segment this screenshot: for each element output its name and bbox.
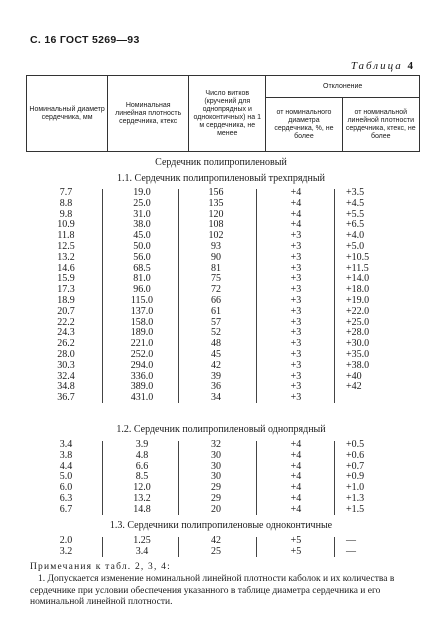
cell-density: 3.9	[135, 439, 149, 450]
cell-diameter: 24.3	[57, 327, 75, 339]
cell-dev-density: +11.5	[346, 262, 369, 274]
cell-dev-diameter: +4	[290, 460, 302, 472]
cell-diameter: 7.7	[59, 187, 73, 198]
cell-density: 158.0	[130, 316, 154, 328]
cell-density: 336.0	[130, 370, 154, 382]
notes	[30, 562, 425, 609]
cell-turns: 29	[211, 482, 221, 494]
cell-dev-density: +22.0	[346, 305, 370, 317]
cell-dev-diameter: +4	[290, 187, 302, 198]
cell-turns: 42	[211, 535, 221, 546]
cell-dev-density: +42	[346, 381, 362, 393]
cell-density: 1.25	[133, 535, 151, 546]
cell-diameter: 11.8	[57, 230, 75, 242]
cell-diameter: 2.0	[59, 535, 73, 546]
table-row	[26, 382, 420, 393]
cell-turns: 30	[211, 460, 221, 472]
cell-turns: 29	[211, 492, 221, 504]
cell-diameter: 10.9	[57, 219, 75, 231]
cell-dev-density: +6.5	[346, 219, 365, 231]
table-row	[26, 199, 420, 210]
cell-dev-diameter: +3	[290, 273, 302, 285]
column-divider	[256, 189, 257, 403]
column-divider	[178, 537, 179, 557]
cell-dev-diameter: +3	[290, 305, 302, 317]
cell-dev-diameter: +5	[290, 535, 302, 546]
cell-dev-diameter: +3	[290, 370, 302, 382]
cell-turns: 34	[211, 392, 221, 404]
cell-dev-diameter: +3	[290, 262, 302, 274]
cell-turns: 25	[211, 545, 221, 557]
column-divider	[178, 441, 179, 515]
cell-density: 68.5	[133, 262, 151, 274]
cell-turns: 66	[211, 294, 221, 306]
cell-density: 13.2	[133, 492, 151, 504]
cell-turns: 102	[208, 230, 224, 242]
cell-dev-density: +28.0	[346, 327, 370, 339]
cell-turns: 36	[211, 381, 221, 393]
cell-dev-diameter: +4	[290, 492, 302, 504]
cell-density: 31.0	[133, 208, 151, 220]
cell-dev-density: +0.7	[346, 460, 365, 472]
cell-density: 56.0	[133, 251, 151, 263]
subsection-title: 1.3. Сердечники полипропиленовые одноконтичные	[109, 520, 333, 531]
cell-density: 14.8	[133, 503, 151, 515]
cell-diameter: 13.2	[57, 251, 75, 263]
cell-dev-diameter: +5	[290, 545, 302, 557]
cell-diameter: 9.8	[59, 208, 73, 220]
table-number: 4	[407, 60, 415, 72]
cell-density: 19.0	[133, 187, 151, 198]
cell-dev-density: +3.5	[346, 187, 365, 198]
col-deviation: Отклонение	[266, 76, 420, 98]
cell-turns: 156	[208, 187, 224, 198]
cell-turns: 61	[211, 305, 221, 317]
cell-dev-density: +4.5	[346, 197, 365, 209]
cell-density: 252.0	[130, 348, 154, 360]
cell-dev-density: —	[346, 535, 356, 546]
cell-diameter: 22.2	[57, 316, 75, 328]
column-divider	[256, 441, 257, 515]
cell-density: 221.0	[130, 338, 154, 350]
cell-dev-diameter: +3	[290, 294, 302, 306]
col-dev-density: от номинальной линейной плотности сердечника, ктекс, не более	[342, 98, 420, 152]
cell-density: 50.0	[133, 240, 151, 252]
cell-diameter: 30.3	[57, 359, 75, 371]
cell-diameter: 36.7	[57, 392, 75, 404]
table-row	[26, 307, 420, 318]
cell-dev-density: +1.0	[346, 482, 365, 494]
cell-density: 294.0	[130, 359, 154, 371]
cell-diameter: 4.4	[59, 460, 73, 472]
cell-turns: 75	[211, 273, 221, 285]
table-row	[26, 451, 420, 462]
cell-dev-diameter: +4	[290, 219, 302, 231]
cell-dev-diameter: +3	[290, 251, 302, 263]
cell-diameter: 26.2	[57, 338, 75, 350]
cell-diameter: 34.8	[57, 381, 75, 393]
cell-diameter: 17.3	[57, 284, 75, 296]
cell-diameter: 18.9	[57, 294, 75, 306]
col-dev-diameter: от номинального диаметра сердечника, %, не более	[266, 98, 342, 152]
cell-dev-density: +0.9	[346, 471, 365, 483]
cell-diameter: 5.0	[59, 471, 73, 483]
cell-turns: 72	[211, 284, 221, 296]
page-number: С. 16 ГОСТ 5269—93	[30, 34, 140, 46]
col-turns: Число витков (кручений для однопрядных и одноконтичных) на 1 м сердечника, не менее	[189, 76, 266, 152]
cell-turns: 81	[211, 262, 221, 274]
cell-diameter: 15.9	[57, 273, 75, 285]
table-row	[26, 505, 420, 516]
cell-dev-diameter: +4	[290, 208, 302, 220]
cell-density: 431.0	[130, 392, 154, 404]
cell-dev-density: +19.0	[346, 294, 370, 306]
column-divider	[102, 537, 103, 557]
cell-dev-diameter: +3	[290, 230, 302, 242]
cell-density: 115.0	[130, 294, 154, 306]
cell-dev-diameter: +3	[290, 338, 302, 350]
table-header	[26, 75, 420, 152]
cell-dev-diameter: +3	[290, 316, 302, 328]
cell-dev-diameter: +3	[290, 392, 302, 404]
cell-dev-diameter: +3	[290, 381, 302, 393]
col-diameter: Номинальный диаметр сердечника, мм	[27, 76, 108, 152]
table-caption	[351, 60, 415, 72]
notes-text: 1. Допускается изменение номинальной линейной плотности каболок и их количества в сердечнике при условии обеспечения указанного в таблице диаметра сердечника и его номинальной линейной плотности.	[30, 573, 395, 608]
cell-diameter: 6.7	[59, 503, 73, 515]
cell-density: 38.0	[133, 219, 151, 231]
cell-turns: 42	[211, 359, 221, 371]
cell-diameter: 20.7	[57, 305, 75, 317]
cell-diameter: 3.8	[59, 449, 73, 461]
cell-dev-density: +35.0	[346, 348, 370, 360]
subsection-title: 1.1. Сердечник полипропиленовый трехпрядный	[117, 173, 325, 184]
cell-turns: 108	[208, 219, 224, 231]
cell-dev-density: +40	[346, 370, 362, 382]
column-divider	[256, 537, 257, 557]
col-density: Номинальная линейная плотность сердечника, ктекс	[108, 76, 189, 152]
column-divider	[334, 441, 335, 515]
table-body-1	[26, 188, 420, 404]
cell-density: 189.0	[130, 327, 154, 339]
column-divider	[102, 441, 103, 515]
cell-dev-diameter: +4	[290, 197, 302, 209]
subsection-title: 1.2. Сердечник полипропиленовый однопрядный	[116, 424, 326, 435]
cell-turns: 48	[211, 338, 221, 350]
column-divider	[334, 189, 335, 403]
cell-dev-density: +5.5	[346, 208, 365, 220]
cell-dev-density: +25.0	[346, 316, 370, 328]
cell-dev-diameter: +3	[290, 327, 302, 339]
table-body-2	[26, 440, 420, 516]
main-section-title: Сердечник полипропиленовый	[155, 157, 287, 168]
cell-dev-density: +38.0	[346, 359, 370, 371]
cell-dev-diameter: +4	[290, 471, 302, 483]
cell-turns: 93	[211, 240, 221, 252]
cell-dev-density: +14.0	[346, 273, 370, 285]
cell-density: 12.0	[133, 482, 151, 494]
cell-diameter: 32.4	[57, 370, 75, 382]
cell-turns: 120	[208, 208, 224, 220]
cell-density: 4.8	[135, 449, 149, 461]
table-row	[26, 547, 420, 558]
cell-dev-diameter: +4	[290, 482, 302, 494]
cell-turns: 30	[211, 471, 221, 483]
table-row	[26, 393, 420, 404]
cell-diameter: 14.6	[57, 262, 75, 274]
cell-turns: 32	[211, 439, 221, 450]
cell-density: 137.0	[130, 305, 154, 317]
cell-dev-diameter: +3	[290, 348, 302, 360]
column-divider	[102, 189, 103, 403]
column-divider	[178, 189, 179, 403]
cell-turns: 52	[211, 327, 221, 339]
cell-diameter: 6.0	[59, 482, 73, 494]
cell-dev-density: +18.0	[346, 284, 370, 296]
cell-dev-density: +1.3	[346, 492, 365, 504]
cell-density: 6.6	[135, 460, 149, 472]
notes-heading: Примечания к табл. 2, 3, 4:	[30, 562, 171, 572]
table-row	[26, 536, 420, 547]
cell-turns: 39	[211, 370, 221, 382]
cell-dev-diameter: +4	[290, 439, 302, 450]
cell-diameter: 6.3	[59, 492, 73, 504]
cell-dev-density: +30.0	[346, 338, 370, 350]
cell-turns: 90	[211, 251, 221, 263]
cell-dev-density: +1.5	[346, 503, 365, 515]
cell-density: 389.0	[130, 381, 154, 393]
cell-density: 96.0	[133, 284, 151, 296]
table-row	[26, 361, 420, 372]
cell-density: 3.4	[135, 545, 149, 557]
cell-dev-density: +0.6	[346, 449, 365, 461]
cell-dev-density: —	[346, 545, 356, 557]
table-body-3	[26, 536, 420, 558]
column-divider	[334, 537, 335, 557]
cell-dev-diameter: +4	[290, 449, 302, 461]
table-label: Таблица	[350, 60, 403, 72]
cell-turns: 30	[211, 449, 221, 461]
table-row	[26, 253, 420, 264]
cell-dev-diameter: +4	[290, 503, 302, 515]
cell-diameter: 3.2	[59, 545, 73, 557]
cell-diameter: 3.4	[59, 439, 73, 450]
cell-turns: 135	[208, 197, 224, 209]
cell-dev-density: +0.5	[346, 439, 365, 450]
cell-dev-diameter: +3	[290, 359, 302, 371]
cell-dev-density: +5.0	[346, 240, 365, 252]
cell-diameter: 8.8	[59, 197, 73, 209]
cell-turns: 57	[211, 316, 221, 328]
cell-turns: 20	[211, 503, 221, 515]
cell-density: 45.0	[133, 230, 151, 242]
cell-density: 81.0	[133, 273, 151, 285]
cell-density: 8.5	[135, 471, 149, 483]
cell-dev-density: +4.0	[346, 230, 365, 242]
cell-turns: 45	[211, 348, 221, 360]
cell-diameter: 28.0	[57, 348, 75, 360]
cell-density: 25.0	[133, 197, 151, 209]
cell-diameter: 12.5	[57, 240, 75, 252]
cell-dev-diameter: +3	[290, 240, 302, 252]
cell-dev-diameter: +3	[290, 284, 302, 296]
cell-dev-density: +10.5	[346, 251, 370, 263]
